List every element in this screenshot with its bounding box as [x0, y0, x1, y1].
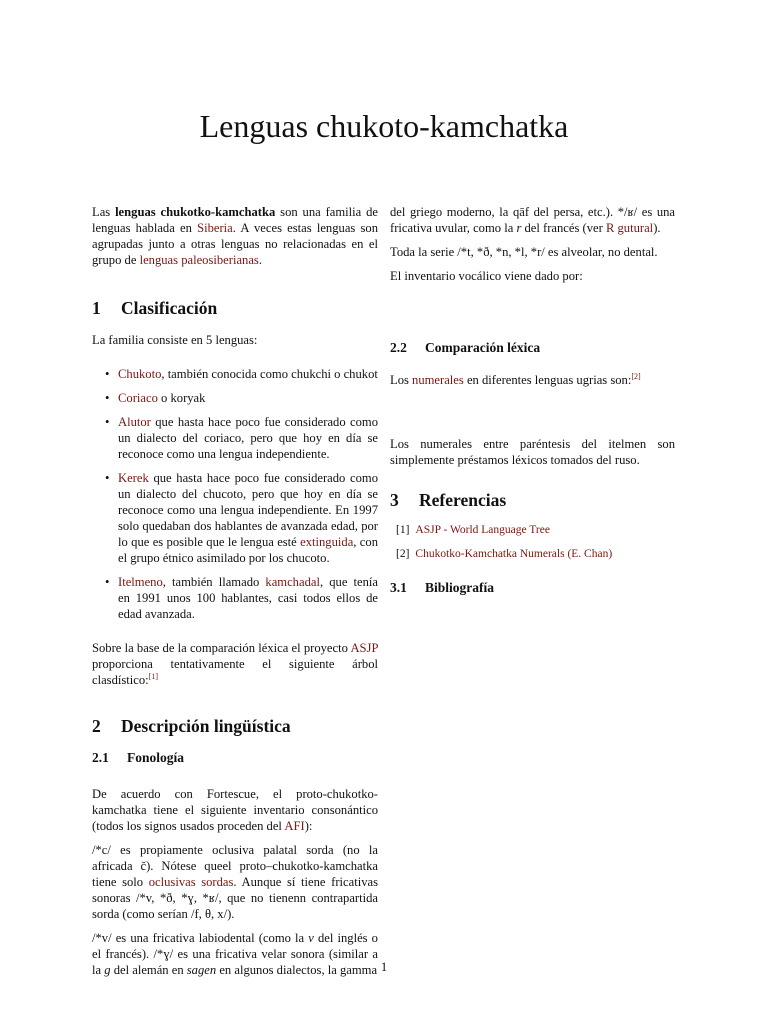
subsection-heading-fonologia	[92, 750, 378, 766]
subsection-title: Comparación léxica	[425, 340, 541, 355]
subsection-number: 2.2	[390, 340, 407, 355]
paragraph-text: /*v/ es una fricativa labiodental (como la	[92, 931, 309, 945]
link-lenguas-paleosiberianas[interactable]: lenguas paleosiberianas	[139, 253, 259, 267]
itelmen-loans-paragraph: Los numerales entre paréntesis del itelmen son simplemente préstamos léxicos tomados del ruso.	[390, 437, 675, 467]
paragraph-text: Sobre la base de la comparación léxica el proyecto	[92, 641, 351, 655]
paragraph-text: del griego moderno, la qāf del persa, etc.). */ʁ/ es una fricativa uvular, como la	[390, 205, 675, 235]
section-number: 2	[92, 716, 101, 736]
phonology-continuation	[390, 204, 675, 236]
list-text: , con el grupo étnico asimilado por los chucoto.	[118, 535, 378, 565]
section-title: Clasificación	[121, 298, 218, 318]
references-list	[390, 522, 675, 562]
reference-item	[390, 522, 675, 538]
paragraph-text: en algunos dialectos, la gamma	[216, 963, 378, 977]
link-itelmeno[interactable]: Itelmeno	[118, 575, 163, 589]
citation-2[interactable]: [2]	[631, 371, 641, 381]
link-afi[interactable]: AFI	[284, 819, 305, 833]
family-lead: La familia consiste en 5 lenguas:	[92, 333, 258, 347]
paragraph-text: del inglés o el francés). /*ɣ/ es una fricativa velar sonora (similar a la	[92, 931, 378, 977]
paragraph-text: del alemán en	[110, 963, 187, 977]
language-list	[92, 366, 378, 622]
subsection-number: 3.1	[390, 580, 407, 595]
link-coriaco[interactable]: Coriaco	[118, 391, 158, 405]
vowel-inventory-lead: El inventario vocálico viene dado por:	[390, 269, 583, 283]
link-asjp[interactable]: ASJP	[350, 641, 378, 655]
left-column	[92, 204, 378, 986]
paragraph-text: proporciona tentativamente el siguiente árbol clasdístico:	[92, 657, 378, 687]
section-title: Descripción lingüística	[121, 716, 291, 736]
bullet: •	[105, 471, 110, 485]
reference-link-asjp[interactable]: ASJP - World Language Tree	[415, 524, 550, 536]
paragraph-text: en diferentes lenguas ugrias son:	[463, 373, 632, 387]
bullet: •	[105, 575, 110, 589]
section-title: Referencias	[419, 490, 507, 510]
intro-text: . A veces estas lenguas son agrupadas junto a otras lenguas no relacionadas en el grupo de	[92, 221, 378, 267]
intro-bold-term: lenguas chukotko-kamchatka	[115, 205, 276, 219]
intro-paragraph	[92, 204, 378, 268]
alveolar-note: Toda la serie /*t, *ð, *n, *l, *r/ es alveolar, no dental.	[390, 245, 658, 259]
subsection-number: 2.1	[92, 750, 109, 765]
link-alutor[interactable]: Alutor	[118, 415, 151, 429]
list-text: o koryak	[157, 391, 206, 405]
section-heading-clasificacion	[92, 300, 378, 316]
intro-text: son una familia de lenguas hablada en	[92, 205, 378, 235]
right-column	[390, 204, 675, 596]
link-kerek[interactable]: Kerek	[118, 471, 149, 485]
numerals-paragraph	[390, 372, 675, 388]
page-number: 1	[380, 960, 388, 974]
bullet: •	[105, 367, 110, 381]
section-number: 3	[390, 490, 399, 510]
phonology-paragraph-2	[92, 842, 378, 922]
italic-term: g	[104, 963, 111, 977]
link-siberia[interactable]: Siberia	[197, 221, 233, 235]
list-text: , también llamado	[162, 575, 266, 589]
list-text: , que tenía en 1991 unos 100 hablantes, casi todos ellos de edad avanzada.	[118, 575, 378, 621]
paragraph-text: /*c/ es propiamente oclusiva palatal sorda (no la africada č). Nótese queel proto–chukotko-kamchatka tiene solo	[92, 843, 378, 889]
paragraph-text: ).	[653, 221, 661, 235]
reference-number: [1]	[396, 524, 410, 536]
link-extinguida[interactable]: extinguida	[300, 535, 354, 549]
italic-term: r	[516, 221, 522, 235]
subsection-title: Bibliografía	[425, 580, 495, 595]
list-text: que hasta hace poco fue considerado como un dialecto del coriaco, pero que hoy en día se reconoce como una lengua independiente.	[118, 415, 378, 461]
section-heading-descripcion	[92, 718, 378, 734]
reference-link-chan[interactable]: Chukotko-Kamchatka Numerals (E. Chan)	[415, 548, 613, 560]
citation-1[interactable]: [1]	[148, 671, 158, 681]
link-numerales[interactable]: numerales	[412, 373, 464, 387]
asjp-paragraph	[92, 640, 378, 688]
link-chukoto[interactable]: Chukoto	[118, 367, 162, 381]
list-item	[92, 470, 378, 566]
list-item	[92, 414, 378, 462]
italic-term: v	[308, 931, 314, 945]
list-item	[92, 574, 378, 622]
page-title: Lenguas chukoto-kamchatka	[199, 108, 569, 144]
link-oclusivas-sordas[interactable]: oclusivas sordas	[148, 875, 234, 889]
paragraph-text: Los	[390, 373, 413, 387]
list-text: , también conocida como chukchi o chukot	[161, 367, 378, 381]
paragraph-text: del francés (ver	[521, 221, 606, 235]
list-item	[92, 366, 378, 382]
list-text: que hasta hace poco fue considerado como un dialecto del chucoto, pero que hoy en día se reconoce como una lengua independiente. En 1997 solo quedaban dos hablantes de avanzada edad, por lo que es posible que le lengua esté	[118, 471, 378, 549]
subsection-heading-bibliografia	[390, 580, 675, 596]
reference-item	[390, 546, 675, 562]
phonology-paragraph-1	[92, 786, 378, 834]
link-r-gutural[interactable]: R gutural	[605, 221, 654, 235]
section-number: 1	[92, 298, 101, 318]
bullet: •	[105, 391, 110, 405]
subsection-title: Fonología	[127, 750, 185, 765]
paragraph-text: ):	[304, 819, 313, 833]
section-heading-referencias	[390, 492, 675, 508]
intro-text: Las	[92, 205, 116, 219]
reference-number: [2]	[396, 548, 410, 560]
paragraph-text: . Aunque sí tiene fricativas sonoras /*v, *ð, *ɣ, *ʁ/, que no tienenn contrapartida sorda (como serían /f, θ, x/).	[92, 875, 378, 921]
bullet: •	[105, 415, 110, 429]
italic-term: sagen	[186, 963, 217, 977]
subsection-heading-comparacion	[390, 340, 675, 356]
intro-text: .	[258, 253, 262, 267]
list-item	[92, 390, 378, 406]
paragraph-text: De acuerdo con Fortescue, el proto-chukotko-kamchatka tiene el siguiente inventario consonántico (todos los signos usados proceden del	[92, 787, 378, 833]
link-kamchadal[interactable]: kamchadal	[265, 575, 320, 589]
